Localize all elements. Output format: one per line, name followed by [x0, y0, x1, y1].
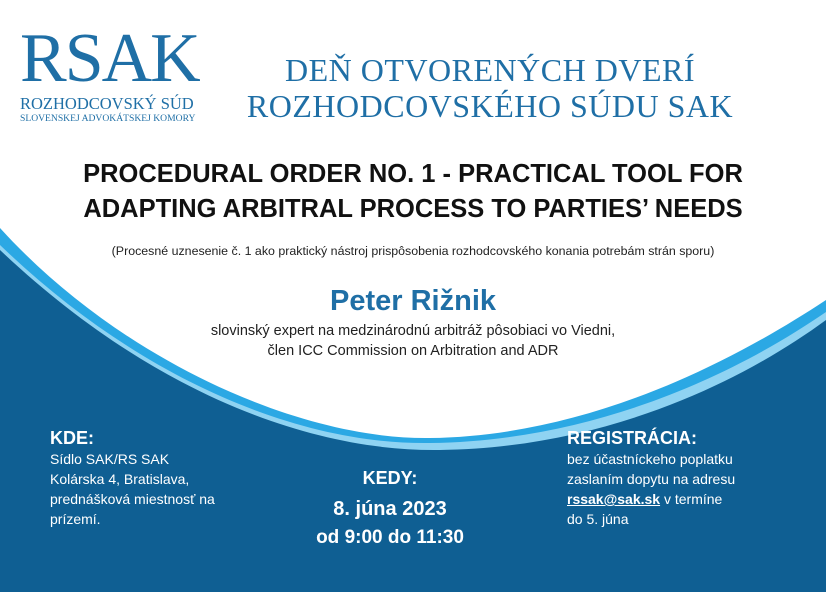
when-heading: KEDY:: [362, 468, 418, 488]
event-title: [210, 52, 770, 124]
event-time: od 9:00 do 11:30: [316, 527, 464, 548]
registration-email-link[interactable]: rssak@sak.sk: [567, 491, 661, 507]
event-date: 8. júna 2023: [333, 498, 447, 520]
where-heading: KDE:: [50, 428, 94, 448]
rsak-logo: [20, 20, 202, 125]
lecture-title: [0, 157, 826, 227]
registration-section: [567, 427, 807, 529]
registration-heading: REGISTRÁCIA:: [567, 428, 697, 448]
where-line: Sídlo SAK/RS SAK: [50, 451, 170, 467]
lecture-title-line1: PROCEDURAL ORDER NO. 1 - PRACTICAL TOOL FOR: [83, 160, 743, 188]
speaker-desc-line1: slovinský expert na medzinárodnú arbitráž pôsobiaci vo Viedni,: [210, 323, 616, 339]
lecture-subtitle: (Procesné uznesenie č. 1 ako praktický nástroj prispôsobenia rozhodcovského konania potrebám strán sporu): [111, 244, 715, 258]
speaker-desc-line2: člen ICC Commission on Arbitration and ADR: [267, 343, 559, 359]
logo-line2: SLOVENSKEJ ADVOKÁTSKEJ KOMORY: [20, 113, 196, 124]
lecture-title-line2: ADAPTING ARBITRAL PROCESS TO PARTIES’ NEEDS: [83, 195, 743, 223]
speaker-description: [0, 321, 826, 361]
registration-line1: bez účastníckeho poplatku: [567, 451, 733, 467]
event-title-line2: ROZHODCOVSKÉHO SÚDU SAK: [246, 88, 734, 124]
where-line: prednášková miestnosť na: [50, 491, 215, 507]
registration-line2: zaslaním dopytu na adresu: [567, 471, 736, 487]
logo-line1: ROZHODCOVSKÝ SÚD: [20, 94, 194, 113]
where-section: [50, 427, 280, 529]
logo-mark: RSAK: [20, 20, 199, 97]
when-section: [290, 466, 490, 552]
where-line: Kolárska 4, Bratislava,: [50, 471, 190, 487]
registration-line3-suffix: v termíne: [660, 491, 723, 507]
registration-line3: [567, 489, 807, 509]
event-title-line1: DEŇ OTVORENÝCH DVERÍ: [285, 52, 695, 88]
registration-line4: do 5. júna: [567, 511, 629, 527]
where-line: prízemí.: [50, 511, 101, 527]
speaker-name: Peter Rižnik: [330, 285, 496, 317]
